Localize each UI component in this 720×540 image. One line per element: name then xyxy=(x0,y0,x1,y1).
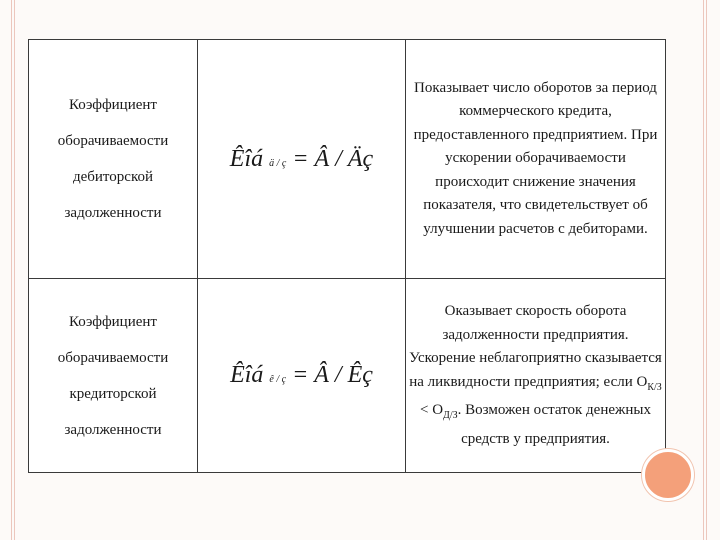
description-cell xyxy=(406,40,666,279)
ratio-name-line: Коэффициент xyxy=(69,97,157,113)
formula-rhs: = Â / Êç xyxy=(292,362,373,388)
formula-lhs: Êîá xyxy=(230,362,264,388)
formula-cell xyxy=(198,279,406,473)
ratio-name-line: дебиторской xyxy=(72,169,154,185)
decorative-orange-circle xyxy=(642,449,694,501)
ratio-table xyxy=(28,39,666,473)
formula-cell xyxy=(198,40,406,279)
description-cell xyxy=(406,279,666,473)
ratio-name-line: кредиторской xyxy=(69,385,157,402)
ratio-name-cell xyxy=(29,40,198,279)
ratio-name-line: оборачиваемости xyxy=(57,133,169,149)
ratio-name-line: задолженности xyxy=(64,421,162,438)
frame-line-left-inner xyxy=(14,0,15,540)
ratio-name-line: Коэффициент xyxy=(69,313,157,330)
formula-subscript: ê / ç xyxy=(269,374,287,385)
frame-line-left xyxy=(11,0,12,540)
table-row-receivables xyxy=(29,40,666,279)
ratio-name-line: задолженности xyxy=(64,205,162,221)
description-subscript: К/З xyxy=(647,381,662,393)
description-part: Оказывает скорость оборота задолженности предприятия. Ускорение неблагоприятно сказывается на ликвидности предприятия; если О xyxy=(409,303,662,390)
description-part: . Возможен остаток денежных средств у предприятия. xyxy=(457,402,651,447)
table-row-payables xyxy=(29,279,666,473)
frame-line-right xyxy=(703,0,704,540)
formula xyxy=(230,146,373,172)
formula-rhs: = Â / Äç xyxy=(292,145,374,172)
description-part: < О xyxy=(420,402,444,418)
ratio-name-cell xyxy=(29,279,198,473)
frame-line-right-inner xyxy=(706,0,707,540)
formula-lhs: Êîá xyxy=(229,145,264,172)
description-subscript: Д/З xyxy=(443,410,458,421)
ratio-name-line: оборачиваемости xyxy=(57,349,169,366)
description-text: Показывает число оборотов за период коммерческого кредита, предоставленного предприятием. При ускорении оборачиваемости происходит снижение значения показателя, что свидетельствует об улучшении расчетов с дебиторами. xyxy=(413,79,658,237)
formula xyxy=(230,362,373,388)
formula-subscript: ä / ç xyxy=(269,157,287,169)
description-text xyxy=(406,300,665,451)
